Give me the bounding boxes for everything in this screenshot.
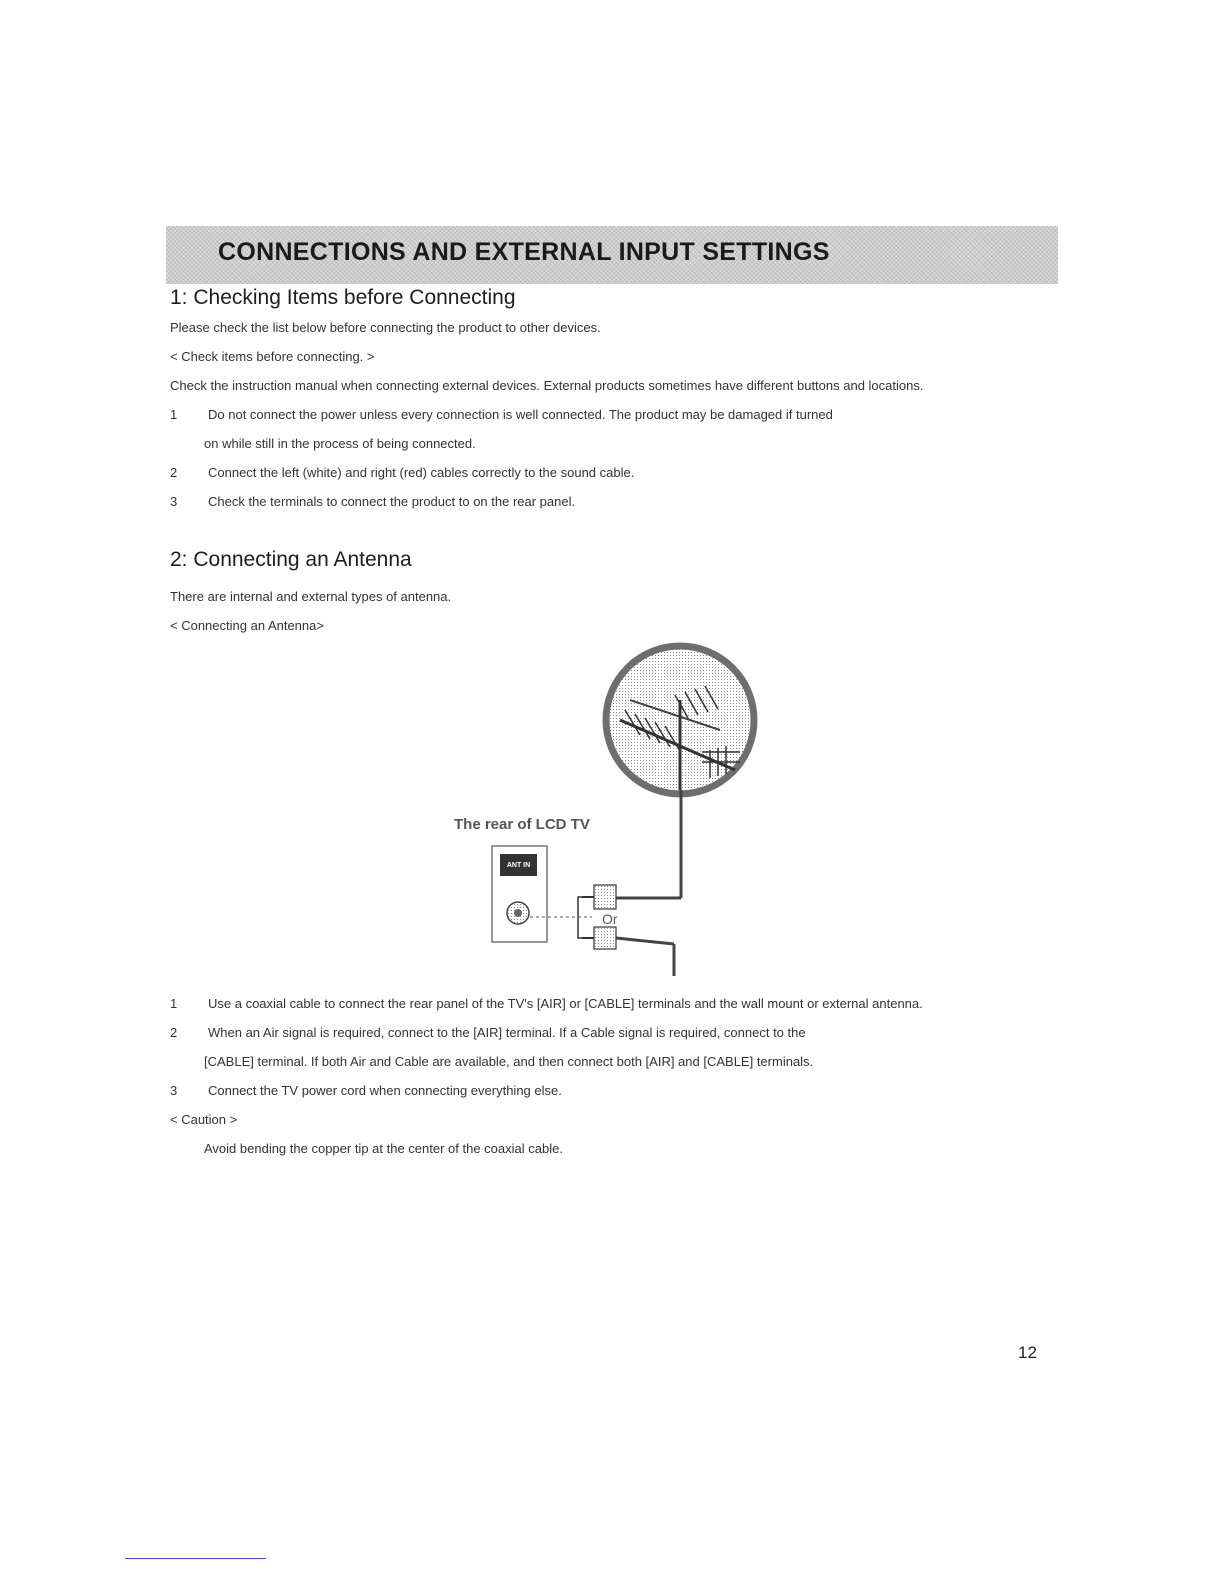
caution-text: Avoid bending the copper tip at the center of the coaxial cable. — [204, 1141, 563, 1156]
tv-rear-panel — [492, 846, 547, 942]
ant-in-label: ANT IN — [506, 862, 531, 869]
section-1-heading: 1: Checking Items before Connecting — [170, 286, 516, 309]
section-banner — [166, 226, 1058, 284]
list-item-number: 3 — [170, 1083, 178, 1098]
caution-heading: < Caution > — [170, 1112, 238, 1127]
list-item: When an Air signal is required, connect to the [AIR] terminal. If a Cable signal is required, connect to the — [208, 1025, 806, 1040]
list-item: Use a coaxial cable to connect the rear panel of the TV's [AIR] or [CABLE] terminals and the wall mount or external antenna. — [208, 996, 923, 1011]
section-2-subheading: < Connecting an Antenna> — [170, 618, 324, 633]
or-label: Or — [602, 911, 618, 927]
list-item: Connect the left (white) and right (red) cables correctly to the sound cable. — [208, 465, 635, 480]
list-item-number: 3 — [170, 494, 178, 509]
list-item: Do not connect the power unless every connection is well connected. The product may be damaged if turned — [208, 407, 833, 422]
section-2-intro: There are internal and external types of antenna. — [170, 589, 452, 604]
section-1-intro: Please check the list below before connecting the product to other devices. — [170, 320, 601, 335]
section-2-heading: 2: Connecting an Antenna — [170, 548, 412, 571]
antenna-connection-diagram — [430, 640, 770, 985]
list-item-continuation: on while still in the process of being connected. — [204, 436, 476, 451]
list-item-number: 2 — [170, 465, 178, 480]
list-item-number: 1 — [170, 407, 178, 422]
list-item-number: 1 — [170, 996, 178, 1011]
section-1-note: Check the instruction manual when connecting external devices. External products sometimes have different buttons and locations. — [170, 378, 924, 393]
antenna-icon — [606, 646, 754, 794]
list-item-continuation: [CABLE] terminal. If both Air and Cable are available, and then connect both [AIR] and [CABLE] terminals. — [204, 1054, 814, 1069]
list-item-number: 2 — [170, 1025, 178, 1040]
footer-divider — [125, 1558, 266, 1559]
page-title: CONNECTIONS AND EXTERNAL INPUT SETTINGS — [218, 238, 830, 266]
rear-label: The rear of LCD TV — [454, 816, 590, 833]
section-1-subheading: < Check items before connecting. > — [170, 349, 375, 364]
list-item: Connect the TV power cord when connecting everything else. — [208, 1083, 562, 1098]
list-item: Check the terminals to connect the product to on the rear panel. — [208, 494, 576, 509]
page-number: 12 — [1018, 1343, 1037, 1362]
